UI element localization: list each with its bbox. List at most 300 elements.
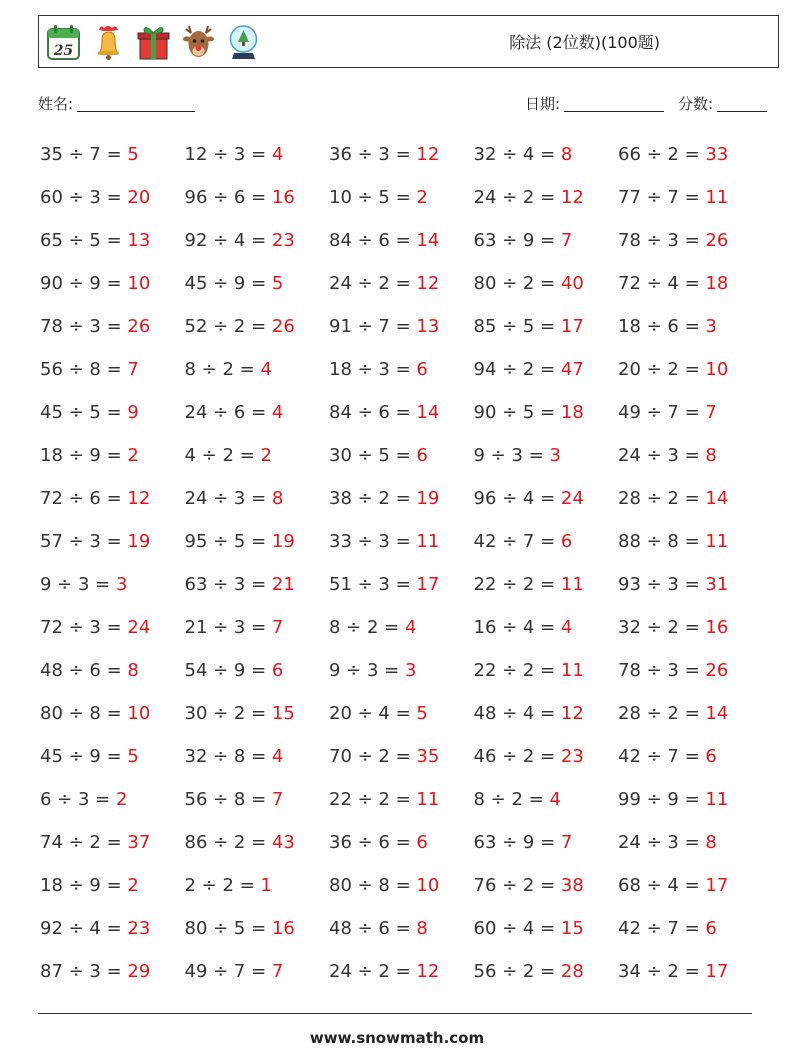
problem-cell [618, 563, 763, 606]
problem-cell [618, 520, 763, 563]
problem-cell [474, 778, 619, 821]
problem-answer: 16 [705, 617, 729, 638]
problem-question: 49 ÷ 7 = [184, 961, 272, 982]
problem-question: 72 ÷ 4 = [618, 273, 706, 294]
problem-cell [40, 434, 185, 477]
date-blank[interactable] [564, 96, 664, 112]
problem-cell [618, 176, 763, 219]
problem-question: 28 ÷ 2 = [618, 703, 706, 724]
problem-question: 16 ÷ 4 = [473, 617, 561, 638]
problem-cell [185, 219, 330, 262]
problem-question: 6 ÷ 3 = [40, 789, 116, 810]
problem-question: 9 ÷ 3 = [329, 660, 405, 681]
problem-cell [185, 907, 330, 950]
name-field [38, 93, 195, 114]
problem-answer: 6 [705, 746, 717, 767]
problem-answer: 37 [127, 832, 151, 853]
problem-answer: 24 [560, 488, 584, 509]
problem-answer: 11 [560, 660, 584, 681]
problem-cell [474, 563, 619, 606]
problem-question: 24 ÷ 2 = [473, 187, 561, 208]
problem-question: 32 ÷ 2 = [618, 617, 706, 638]
problem-question: 38 ÷ 2 = [329, 488, 417, 509]
problem-cell [474, 176, 619, 219]
problem-question: 78 ÷ 3 = [618, 660, 706, 681]
problem-cell [474, 950, 619, 993]
problem-question: 90 ÷ 5 = [473, 402, 561, 423]
problem-answer: 6 [560, 531, 573, 552]
problem-question: 32 ÷ 4 = [473, 144, 561, 165]
problem-question: 46 ÷ 2 = [473, 746, 561, 767]
problem-answer: 12 [560, 703, 584, 724]
problem-cell [474, 692, 619, 735]
problem-cell [329, 735, 474, 778]
problem-cell [40, 563, 185, 606]
problem-question: 8 ÷ 2 = [329, 617, 405, 638]
problem-question: 70 ÷ 2 = [329, 746, 417, 767]
problem-cell [40, 778, 185, 821]
problem-question: 24 ÷ 2 = [329, 273, 417, 294]
problem-cell [329, 520, 474, 563]
problem-question: 84 ÷ 6 = [329, 230, 417, 251]
problem-cell [40, 864, 185, 907]
problem-answer: 8 [271, 488, 284, 509]
problem-answer: 1 [260, 875, 272, 896]
problem-answer: 8 [416, 918, 428, 939]
problem-answer: 10 [416, 875, 440, 896]
problem-cell [40, 176, 185, 219]
problem-answer: 11 [705, 789, 729, 810]
name-label: 姓名: [38, 95, 74, 113]
problem-cell [329, 391, 474, 434]
problem-cell [618, 907, 763, 950]
problem-answer: 12 [560, 187, 584, 208]
problem-cell [618, 305, 763, 348]
problem-question: 87 ÷ 3 = [40, 961, 128, 982]
problem-answer: 6 [416, 832, 428, 853]
problem-question: 12 ÷ 3 = [184, 144, 272, 165]
problem-question: 60 ÷ 3 = [40, 187, 128, 208]
problem-question: 78 ÷ 3 = [618, 230, 706, 251]
problem-question: 9 ÷ 3 = [40, 574, 116, 595]
problem-answer: 23 [271, 230, 295, 251]
problem-cell [185, 348, 330, 391]
problem-question: 78 ÷ 3 = [40, 316, 128, 337]
problem-cell [185, 864, 330, 907]
problem-answer: 13 [127, 230, 151, 251]
problem-cell [185, 305, 330, 348]
problem-question: 63 ÷ 9 = [473, 230, 561, 251]
problem-answer: 4 [549, 789, 561, 810]
problem-answer: 21 [271, 574, 295, 595]
problem-cell [618, 778, 763, 821]
problem-question: 80 ÷ 5 = [184, 918, 272, 939]
problem-cell [40, 950, 185, 993]
problem-question: 56 ÷ 8 = [184, 789, 272, 810]
problem-question: 24 ÷ 2 = [329, 961, 417, 982]
problem-question: 48 ÷ 4 = [473, 703, 561, 724]
problem-question: 24 ÷ 3 = [184, 488, 272, 509]
problem-cell [40, 735, 185, 778]
problem-answer: 4 [271, 402, 284, 423]
problem-cell [618, 219, 763, 262]
problem-question: 22 ÷ 2 = [473, 574, 561, 595]
problem-question: 60 ÷ 4 = [473, 918, 561, 939]
problem-cell [185, 133, 330, 176]
problem-question: 20 ÷ 4 = [329, 703, 417, 724]
score-field [678, 93, 767, 114]
problem-cell [329, 348, 474, 391]
problem-cell [618, 348, 763, 391]
score-label: 分数: [678, 95, 714, 113]
problem-question: 32 ÷ 8 = [184, 746, 272, 767]
problem-answer: 2 [416, 187, 428, 208]
problem-cell [474, 649, 619, 692]
problem-question: 9 ÷ 3 = [473, 445, 550, 466]
problem-cell [329, 262, 474, 305]
problem-answer: 10 [127, 703, 151, 724]
problem-cell [474, 735, 619, 778]
problem-question: 96 ÷ 6 = [184, 187, 272, 208]
problem-answer: 12 [416, 144, 440, 165]
problem-cell [329, 563, 474, 606]
problem-question: 8 ÷ 2 = [184, 359, 261, 380]
problem-answer: 7 [271, 789, 284, 810]
problem-question: 94 ÷ 2 = [473, 359, 561, 380]
problem-question: 45 ÷ 9 = [184, 273, 272, 294]
problem-question: 91 ÷ 7 = [329, 316, 417, 337]
date-field [525, 93, 664, 114]
problem-cell [618, 649, 763, 692]
problem-cell [618, 821, 763, 864]
problem-answer: 3 [549, 445, 561, 466]
problem-question: 18 ÷ 6 = [618, 316, 706, 337]
problem-cell [474, 391, 619, 434]
problem-answer: 18 [560, 402, 584, 423]
problem-cell [329, 219, 474, 262]
problem-question: 54 ÷ 9 = [184, 660, 272, 681]
problem-cell [474, 520, 619, 563]
problem-question: 28 ÷ 2 = [618, 488, 706, 509]
problem-answer: 9 [127, 402, 139, 423]
problem-cell [40, 262, 185, 305]
problem-cell [40, 133, 185, 176]
problem-question: 42 ÷ 7 = [618, 746, 706, 767]
footer-url: www.snowmath.com [309, 1029, 485, 1047]
problem-answer: 26 [705, 660, 729, 681]
problem-question: 52 ÷ 2 = [184, 316, 272, 337]
problem-cell [185, 520, 330, 563]
problem-cell [329, 778, 474, 821]
problem-cell [40, 305, 185, 348]
problem-question: 34 ÷ 2 = [618, 961, 706, 982]
problem-answer: 14 [705, 703, 729, 724]
problem-cell [329, 176, 474, 219]
problem-answer: 7 [705, 402, 717, 423]
problem-answer: 17 [560, 316, 584, 337]
problem-answer: 19 [416, 488, 440, 509]
problem-question: 92 ÷ 4 = [184, 230, 272, 251]
problem-cell [185, 434, 330, 477]
problem-grid [40, 133, 760, 993]
problem-question: 95 ÷ 5 = [184, 531, 272, 552]
worksheet-title: 除法 (2位数)(100题) [509, 33, 660, 52]
problem-cell [185, 391, 330, 434]
problem-answer: 18 [705, 273, 729, 294]
problem-cell [185, 649, 330, 692]
problem-answer: 35 [416, 746, 440, 767]
problem-cell [40, 692, 185, 735]
problem-answer: 10 [127, 273, 151, 294]
problem-question: 90 ÷ 9 = [40, 273, 128, 294]
problem-answer: 8 [705, 445, 717, 466]
problem-answer: 7 [560, 832, 573, 853]
name-blank[interactable] [77, 96, 195, 112]
problem-question: 48 ÷ 6 = [40, 660, 128, 681]
problem-cell [474, 348, 619, 391]
problem-question: 77 ÷ 7 = [618, 187, 706, 208]
problem-question: 49 ÷ 7 = [618, 402, 706, 423]
problem-answer: 11 [705, 531, 729, 552]
problem-cell [474, 907, 619, 950]
problem-question: 36 ÷ 6 = [329, 832, 417, 853]
problem-question: 24 ÷ 3 = [618, 832, 706, 853]
problem-question: 74 ÷ 2 = [40, 832, 128, 853]
problem-cell [329, 477, 474, 520]
problem-question: 93 ÷ 3 = [618, 574, 706, 595]
problem-question: 88 ÷ 8 = [618, 531, 706, 552]
problem-answer: 26 [271, 316, 295, 337]
problem-cell [618, 606, 763, 649]
problem-question: 63 ÷ 3 = [184, 574, 272, 595]
problem-question: 22 ÷ 2 = [473, 660, 561, 681]
problem-question: 51 ÷ 3 = [329, 574, 417, 595]
problem-question: 80 ÷ 8 = [329, 875, 417, 896]
problem-answer: 11 [416, 531, 440, 552]
problem-answer: 11 [416, 789, 440, 810]
problem-question: 30 ÷ 5 = [329, 445, 417, 466]
problem-question: 22 ÷ 2 = [329, 789, 417, 810]
problem-cell [474, 262, 619, 305]
problem-answer: 7 [560, 230, 573, 251]
problem-answer: 4 [271, 144, 284, 165]
problem-cell [185, 950, 330, 993]
problem-question: 20 ÷ 2 = [618, 359, 706, 380]
problem-cell [40, 219, 185, 262]
problem-question: 18 ÷ 9 = [40, 445, 128, 466]
problem-question: 35 ÷ 7 = [40, 144, 128, 165]
problem-question: 21 ÷ 3 = [184, 617, 272, 638]
problem-cell [40, 391, 185, 434]
problem-cell [329, 305, 474, 348]
problem-question: 66 ÷ 2 = [618, 144, 706, 165]
problem-cell [474, 434, 619, 477]
problem-answer: 15 [271, 703, 295, 724]
problem-answer: 7 [271, 961, 284, 982]
problem-question: 65 ÷ 5 = [40, 230, 128, 251]
problem-cell [618, 391, 763, 434]
problem-question: 24 ÷ 6 = [184, 402, 272, 423]
problem-answer: 4 [271, 746, 284, 767]
problem-cell [185, 563, 330, 606]
problem-answer: 14 [416, 402, 440, 423]
problem-answer: 17 [705, 875, 729, 896]
problem-answer: 7 [127, 359, 139, 380]
problem-cell [185, 821, 330, 864]
problem-question: 85 ÷ 5 = [473, 316, 561, 337]
problem-question: 92 ÷ 4 = [40, 918, 128, 939]
problem-question: 99 ÷ 9 = [618, 789, 706, 810]
problem-answer: 13 [416, 316, 440, 337]
worksheet-header [38, 15, 779, 68]
problem-answer: 6 [705, 918, 717, 939]
problem-answer: 24 [127, 617, 151, 638]
problem-cell [618, 692, 763, 735]
problem-answer: 11 [560, 574, 584, 595]
problem-cell [618, 950, 763, 993]
problem-cell [185, 262, 330, 305]
problem-answer: 3 [705, 316, 717, 337]
problem-answer: 17 [416, 574, 440, 595]
problem-cell [474, 305, 619, 348]
problem-cell [40, 520, 185, 563]
problem-question: 80 ÷ 2 = [473, 273, 561, 294]
problem-question: 86 ÷ 2 = [184, 832, 272, 853]
problem-question: 30 ÷ 2 = [184, 703, 272, 724]
problem-cell [40, 907, 185, 950]
problem-cell [618, 864, 763, 907]
problem-answer: 6 [416, 359, 428, 380]
problem-cell [185, 176, 330, 219]
problem-question: 18 ÷ 9 = [40, 875, 128, 896]
problem-answer: 4 [404, 617, 417, 638]
problem-answer: 47 [560, 359, 584, 380]
problem-question: 56 ÷ 2 = [473, 961, 561, 982]
problem-question: 10 ÷ 5 = [329, 187, 417, 208]
problem-question: 72 ÷ 3 = [40, 617, 128, 638]
problem-cell [185, 692, 330, 735]
problem-answer: 2 [260, 445, 272, 466]
problem-answer: 10 [705, 359, 729, 380]
problem-cell [185, 606, 330, 649]
problem-question: 33 ÷ 3 = [329, 531, 417, 552]
problem-question: 8 ÷ 2 = [473, 789, 550, 810]
problem-answer: 16 [271, 187, 295, 208]
problem-answer: 2 [127, 445, 139, 466]
problem-cell [618, 434, 763, 477]
problem-answer: 12 [416, 961, 440, 982]
problem-answer: 23 [127, 918, 151, 939]
problem-answer: 5 [127, 144, 139, 165]
problem-answer: 6 [271, 660, 284, 681]
problem-cell [474, 133, 619, 176]
problem-answer: 43 [271, 832, 295, 853]
problem-question: 48 ÷ 6 = [329, 918, 417, 939]
problem-answer: 29 [127, 961, 151, 982]
problem-question: 18 ÷ 3 = [329, 359, 417, 380]
problem-answer: 6 [416, 445, 428, 466]
problem-answer: 40 [560, 273, 584, 294]
problem-answer: 8 [127, 660, 139, 681]
problem-cell [474, 864, 619, 907]
problem-question: 76 ÷ 2 = [473, 875, 561, 896]
problem-cell [329, 821, 474, 864]
problem-cell [474, 821, 619, 864]
problem-cell [474, 606, 619, 649]
problem-cell [329, 864, 474, 907]
problem-cell [618, 477, 763, 520]
problem-cell [40, 649, 185, 692]
problem-answer: 7 [271, 617, 284, 638]
problem-question: 2 ÷ 2 = [184, 875, 261, 896]
problem-answer: 8 [560, 144, 573, 165]
problem-question: 24 ÷ 3 = [618, 445, 706, 466]
problem-question: 45 ÷ 5 = [40, 402, 128, 423]
problem-answer: 2 [127, 875, 139, 896]
problem-answer: 15 [560, 918, 584, 939]
problem-cell [618, 735, 763, 778]
problem-question: 42 ÷ 7 = [618, 918, 706, 939]
problem-question: 72 ÷ 6 = [40, 488, 128, 509]
problem-cell [329, 649, 474, 692]
problem-answer: 38 [560, 875, 584, 896]
problem-cell [474, 477, 619, 520]
problem-answer: 16 [271, 918, 295, 939]
date-label: 日期: [525, 95, 561, 113]
score-blank[interactable] [717, 96, 767, 112]
problem-question: 45 ÷ 9 = [40, 746, 128, 767]
problem-answer: 4 [260, 359, 272, 380]
problem-cell [40, 821, 185, 864]
problem-answer: 33 [705, 144, 729, 165]
problem-answer: 17 [705, 961, 729, 982]
problem-question: 84 ÷ 6 = [329, 402, 417, 423]
problem-answer: 19 [127, 531, 151, 552]
problem-answer: 19 [271, 531, 295, 552]
problem-cell [329, 133, 474, 176]
problem-cell [329, 606, 474, 649]
problem-question: 36 ÷ 3 = [329, 144, 417, 165]
problem-answer: 26 [705, 230, 729, 251]
problem-answer: 23 [560, 746, 584, 767]
problem-question: 4 ÷ 2 = [184, 445, 261, 466]
problem-cell [40, 348, 185, 391]
problem-answer: 31 [705, 574, 729, 595]
problem-question: 63 ÷ 9 = [473, 832, 561, 853]
problem-cell [474, 219, 619, 262]
problem-answer: 14 [705, 488, 729, 509]
problem-answer: 20 [127, 187, 151, 208]
problem-question: 56 ÷ 8 = [40, 359, 128, 380]
footer-divider [38, 1013, 752, 1014]
problem-cell [329, 950, 474, 993]
calendar-day: 25 [53, 43, 74, 59]
problem-answer: 5 [416, 703, 428, 724]
problem-cell [329, 692, 474, 735]
problem-answer: 3 [404, 660, 417, 681]
problem-answer: 12 [416, 273, 440, 294]
problem-answer: 11 [705, 187, 729, 208]
problem-cell [185, 735, 330, 778]
problem-answer: 12 [127, 488, 151, 509]
problem-cell [40, 606, 185, 649]
problem-cell [329, 907, 474, 950]
problem-answer: 4 [560, 617, 573, 638]
problem-cell [40, 477, 185, 520]
problem-question: 80 ÷ 8 = [40, 703, 128, 724]
problem-question: 96 ÷ 4 = [473, 488, 561, 509]
problem-cell [185, 477, 330, 520]
